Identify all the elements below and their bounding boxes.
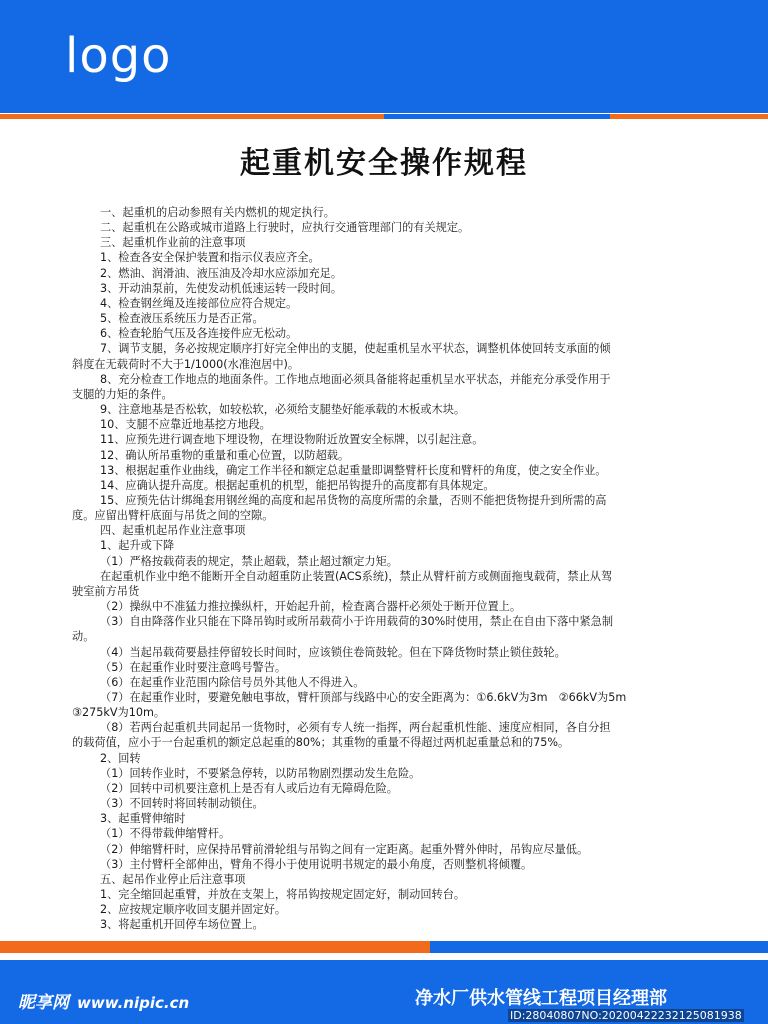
rule-line: 三、起重机作业前的注意事项 xyxy=(100,236,246,250)
nipic-brand: 昵享网 xyxy=(18,993,69,1013)
rule-line: 14、应确认提升高度。根据起重机的机型，能把吊钩提升的高度都有具体规定。 xyxy=(100,478,495,492)
rule-line: （4）当起吊载荷要悬挂停留较长时间时，应该锁住卷筒鼓轮。但在下降货物时禁止锁住鼓轮。 xyxy=(100,645,566,659)
rule-line: 10、支腿不应靠近地基挖方地段。 xyxy=(100,418,271,432)
rule-line: （1）回转作业时，不要紧急停转，以防吊物剧烈摆动发生危险。 xyxy=(100,766,421,780)
rule-line: 9、注意地基是否松软，如较松软，必须给支腿垫好能承载的木板或木块。 xyxy=(100,403,466,417)
rule-line: 5、检查液压系统压力是否正常。 xyxy=(100,312,264,326)
rule-line: 斜度在无载荷时不大于1/1000(水准泡居中)。 xyxy=(72,357,300,371)
rule-line: 二、起重机在公路或城市道路上行驶时，应执行交通管理部门的有关规定。 xyxy=(100,221,470,235)
rule-line: 3、起重臂伸缩时 xyxy=(100,812,186,826)
rule-line: （6）在起重作业范围内除信号员外其他人不得进入。 xyxy=(100,675,365,689)
rule-line: 3、开动油泵前，先使发动机低速运转一段时间。 xyxy=(100,281,343,295)
rule-line: （5）在起重作业时要注意鸣号警告。 xyxy=(100,660,287,674)
rule-line: 动。 xyxy=(72,630,95,644)
bottom-stripe-blue xyxy=(430,941,768,953)
rule-line: 2、应按规定顺序收回支腿并固定好。 xyxy=(100,903,287,917)
rule-line: （1）不得带载伸缩臂杆。 xyxy=(100,827,231,841)
rule-line: ③275kV为10m。 xyxy=(72,706,166,720)
rule-line: 的载荷值，应小于一台起重机的额定总起重的80%；其重物的重量不得超过两机起重量总和的75%。 xyxy=(72,736,570,750)
rule-line: （8）若两台起重机共同起吊一货物时，必须有专人统一指挥，两台起重机性能、速度应相同，各自分担 xyxy=(100,721,611,735)
rule-line: 2、回转 xyxy=(100,751,141,765)
rule-line: （3）主付臂杆全部伸出，臂角不得小于使用说明书规定的最小角度，否则整机将倾覆。 xyxy=(100,857,533,871)
logo-placeholder: logo xyxy=(65,28,172,84)
rule-line: （1）严格按载荷表的规定，禁止超载，禁止超过额定力矩。 xyxy=(100,554,398,568)
rule-line: 6、检查轮胎气压及各连接件应无松动。 xyxy=(100,327,298,341)
rule-line: （3）不回转时将回转制动锁住。 xyxy=(100,797,264,811)
rule-line: 4、检查钢丝绳及连接部位应符合规定。 xyxy=(100,296,298,310)
rule-line: （3）自由降落作业只能在下降吊钩时或所吊载荷小于许用载荷的30%时使用，禁止在自由下落中紧急制 xyxy=(100,615,614,629)
rule-line: 1、完全缩回起重臂，并放在支架上，将吊钩按规定固定好，制动回转台。 xyxy=(100,888,466,902)
rule-line: 在起重机作业中绝不能断开全自动超重防止装置(ACS系统)，禁止从臂杆前方或侧面拖曳载荷，禁止从驾 xyxy=(100,569,613,583)
page-title: 起重机安全操作规程 xyxy=(240,146,528,181)
rule-line: 7、调节支腿，务必按规定顺序打好完全伸出的支腿，使起重机呈水平状态，调整机体使回转支承面的倾 xyxy=(100,342,611,356)
top-stripe-orange-right xyxy=(610,114,768,119)
nipic-watermark xyxy=(18,988,189,1013)
rule-line: 13、根据起重作业曲线，确定工作半径和额定总起重量即调整臂杆长度和臂杆的角度，使之安全作业。 xyxy=(100,463,607,477)
rule-line: 支腿的力矩的条件。 xyxy=(72,387,173,401)
rule-line: 11、应预先进行调查地下埋设物，在埋设物附近放置安全标牌，以引起注意。 xyxy=(100,433,484,447)
footer-title: 净水厂供水管线工程项目经理部 xyxy=(415,988,667,1009)
image-id: ID:28040807NO:20200422232125081938 xyxy=(510,1009,742,1022)
rule-line: （2）操纵中不准猛力推拉操纵杆，开始起升前，检查离合器杆必须处于断开位置上。 xyxy=(100,600,522,614)
rule-line: 度。应留出臂杆底面与吊货之间的空隙。 xyxy=(72,509,274,523)
rule-line: 驶室前方吊货 xyxy=(72,584,140,598)
rule-line: 一、起重机的启动参照有关内燃机的规定执行。 xyxy=(100,206,335,219)
nipic-site: www.nipic.cn xyxy=(77,994,190,1012)
rules-body xyxy=(72,205,702,933)
rule-line: 1、检查各安全保护装置和指示仪表应齐全。 xyxy=(100,251,320,265)
rule-line: 1、起升或下降 xyxy=(100,539,175,553)
rule-line: （2）回转中司机要注意机上是否有人或后边有无障碍危险。 xyxy=(100,781,398,795)
rule-line: 12、确认所吊重物的重量和重心位置，以防超载。 xyxy=(100,448,350,462)
rule-line: 五、起吊作业停止后注意事项 xyxy=(100,872,246,886)
rule-line: （7）在起重作业时，要避免触电事故，臂杆顶部与线路中心的安全距离为：①6.6kV为3m ②66kV为5m xyxy=(100,691,627,704)
rule-line: 2、燃油、润滑油、液压油及冷却水应添加充足。 xyxy=(100,266,343,280)
rule-line: 四、起重机起吊作业注意事项 xyxy=(100,524,246,538)
rule-line: （2）伸缩臂杆时，应保持吊臂前滑轮组与吊钩之间有一定距离。起重外臂外伸时，吊钩应尽量低。 xyxy=(100,842,589,856)
rule-line: 15、应预先估计绑绳套用钢丝绳的高度和起吊货物的高度所需的余量，否则不能把货物提升到所需的高 xyxy=(100,493,607,507)
rule-line: 3、将起重机开回停车场位置上。 xyxy=(100,918,264,932)
rule-line: 8、充分检查工作地点的地面条件。工作地点地面必须具备能将起重机呈水平状态，并能充分承受作用于 xyxy=(100,372,611,386)
